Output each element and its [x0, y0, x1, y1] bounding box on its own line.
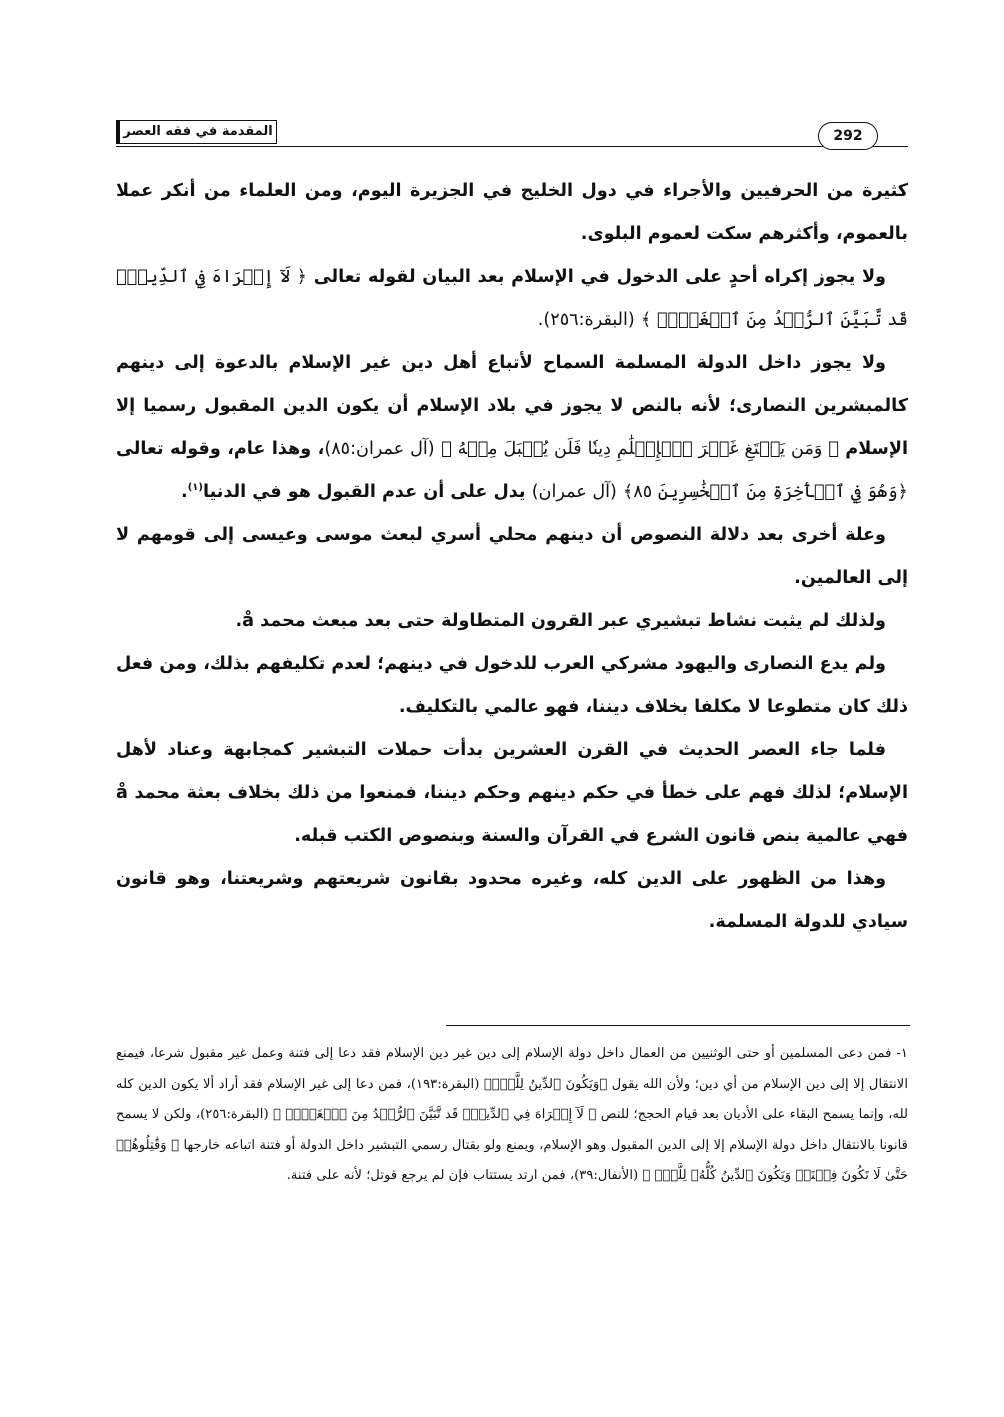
- verse-reference: (آل عمران:٨٥): [324, 439, 435, 459]
- paragraph-6: ولم يدع النصارى واليهود مشركي العرب للدخول في دينهم؛ لعدم تكليفهم بذلك، ومن فعل ذلك كان متطوعا لا مكلفا بخلاف ديننا، فهو عالمي بالتكليف.: [116, 654, 908, 717]
- quran-verse: ﴿وَيَكُونَ ٱلدِّينُ لِلَّهِۖ﴾: [483, 1076, 608, 1092]
- paragraph-3-end: .: [181, 482, 188, 502]
- footnote-text: (الأنفال:٣٩)، فمن ارتد يستتاب فإن لم يرجع قوتل؛ لأنه على فتنة.: [286, 1168, 639, 1183]
- paragraph-3: [116, 342, 908, 514]
- paragraph-3-text: ولا يجوز داخل الدولة المسلمة السماح لأتباع أهل دين غير الإسلام بالدعوة إلى دينهم كالمبشرين النصارى؛ لأنه بالنص لا يجوز في بلاد الإسلام أن يكون الدين المقبول رسميا إلا الإسلام: [116, 353, 908, 459]
- header-rule: [116, 146, 908, 147]
- paragraph-2-text: ولا يجوز إكراه أحدٍ على الدخول في الإسلام بعد البيان لقوله تعالى: [313, 267, 886, 287]
- paragraph-5: ولذلك لم يثبت نشاط تبشيري عبر القرون المتطاولة حتى بعد مبعث محمد å.: [235, 611, 886, 631]
- paragraph-3-after: يدل على أن عدم القبول هو في الدنيا: [202, 482, 526, 502]
- paragraph-7: فلما جاء العصر الحديث في القرن العشرين بدأت حملات التبشير كمجابهة وعناد لأهل الإسلام؛ لذلك فهم على خطأ في حكم دينهم وحكم ديننا، فمنعوا من ذلك بخلاف بعثة محمد å فهي عالمية بنص قانون الشرع في القرآن والسنة وبنصوص الكتب قبله.: [116, 740, 908, 846]
- footnote-text: (البقرة:١٩٣)، فمن دعا إلى غير الإسلام فقد أراد ألا يكون الدين كله لله، وإنما يسمح البقاء على الأديان بعد قيام الحجج؛ للنص: [116, 1076, 908, 1122]
- page-number: 292: [818, 122, 878, 150]
- footnote-text: ١- فمن دعى المسلمين أو حتى الوثنيين من العمال داخل دولة الإسلام إلى دين غير دين الإسلام فقد دعا إلى فتنة وعمل غير مقبول شرعا، فيمنع الانتقال إلا إلى دين الإسلام من أي دين؛ ولأن الله يقول: [116, 1046, 908, 1092]
- verse-reference: (آل عمران): [531, 482, 617, 502]
- quran-verse: ﴿وَهُوَ فِي ٱلۡأٓخِرَةِ مِنَ ٱلۡخَٰسِرِينَ ٨٥﴾: [623, 482, 908, 502]
- footnote-separator: [446, 1025, 910, 1026]
- paragraph-4: وعلة أخرى بعد دلالة النصوص أن دينهم محلي أسري لبعث موسى وعيسى إلى قومهم لا إلى العالمين.: [116, 525, 908, 588]
- quran-verse: ﴿ وَقَٰتِلُوهُمۡ حَتَّىٰ لَا تَكُونَ فِتۡنَةٞ وَيَكُونَ ٱلدِّينُ كُلُّهُۥ لِلَّهِۚ ﴾: [116, 1137, 908, 1183]
- quran-verse: ﴿ لَآ إِكۡرَاهَ فِي ٱلدِّينِۖ قَد تَّبَيَّنَ ٱلرُّشۡدُ مِنَ ٱلۡغَيِّۚ ﴾: [116, 267, 908, 330]
- page-header: [116, 118, 908, 148]
- footnote: [116, 1039, 908, 1192]
- main-text: [116, 170, 908, 944]
- book-title: المقدمة في فقه العصر: [116, 120, 277, 144]
- footnote-1: [116, 1039, 908, 1192]
- paragraph-1: كثيرة من الحرفيين والأجراء في دول الخليج في الجزيرة اليوم، ومن العلماء من أنكر عملا بالعموم، وأكثرهم سكت لعموم البلوى.: [116, 181, 908, 244]
- quran-verse: ﴿ لَآ إِكۡرَاهَ فِي ٱلدِّينِۖ قَد تَّبَيَّنَ ٱلرُّشۡدُ مِنَ ٱلۡغَيِّۚ ﴾: [272, 1107, 597, 1122]
- footnote-marker[interactable]: (١): [187, 482, 203, 494]
- quran-verse: ﴿ وَمَن يَبۡتَغِ غَيۡرَ ٱلۡإِسۡلَٰمِ دِينٗا فَلَن يُقۡبَلَ مِنۡهُ ﴾: [441, 439, 839, 459]
- paragraph-3-middle: ، وهذا عام، وقوله تعالى: [116, 439, 325, 459]
- paragraph-2: [116, 256, 908, 342]
- footnote-text: (البقرة:٢٥٦)، ولكن لا يسمح قانونا بالانتقال داخل دولة الإسلام إلا إلى الدين المقبول وهو الإسلام، ويمنع ولو بقتال رسمي التبشير داخل الدولة أو فتنة اتباعه خارجها: [116, 1107, 908, 1153]
- paragraph-8: وهذا من الظهور على الدين كله، وغيره محدود بقانون شريعتهم وشريعتنا، وهو قانون سيادي للدولة المسلمة.: [116, 869, 908, 932]
- verse-reference: (البقرة:٢٥٦).: [537, 310, 635, 330]
